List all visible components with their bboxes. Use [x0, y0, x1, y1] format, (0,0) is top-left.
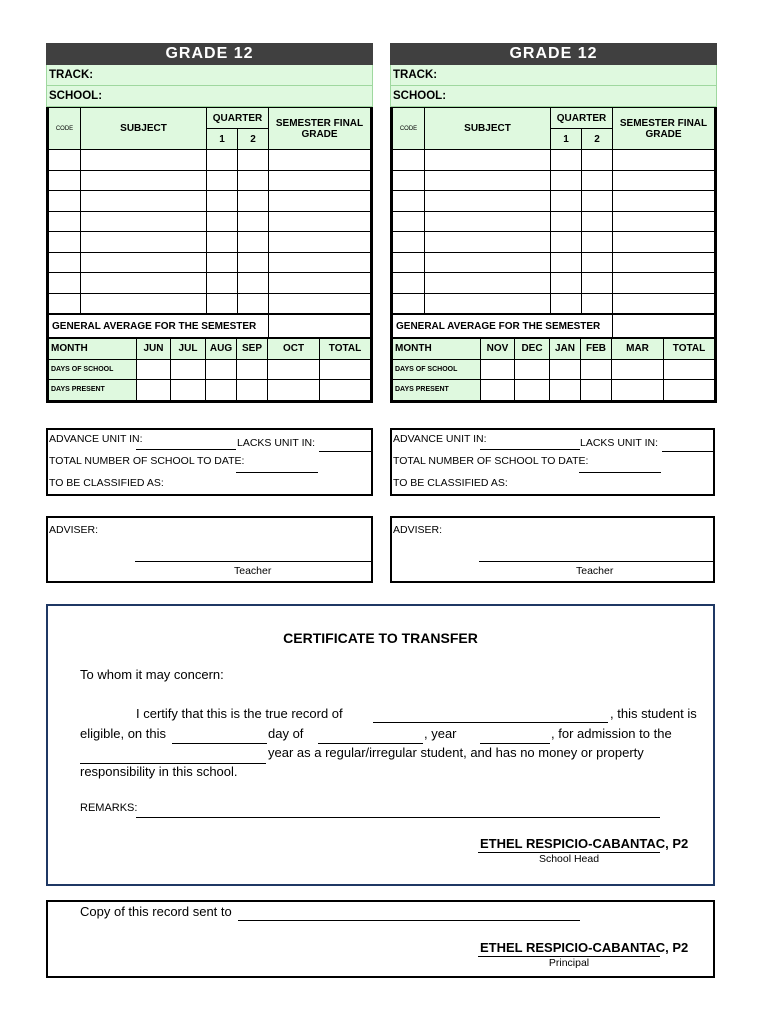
school-field[interactable]: SCHOOL: — [390, 86, 717, 107]
grade-row[interactable] — [49, 232, 371, 253]
days-of-school-row[interactable] — [49, 359, 371, 380]
quarter-2-header: 2 — [238, 129, 269, 150]
total-header: TOTAL — [664, 339, 715, 360]
month-header: MONTH — [49, 339, 137, 360]
days-present-row[interactable] — [393, 380, 715, 401]
grades-table — [48, 107, 371, 314]
month-col: JAN — [550, 339, 581, 360]
grade-row[interactable] — [393, 170, 715, 191]
certificate-title: CERTIFICATE TO TRANSFER — [283, 630, 478, 646]
attendance-table — [392, 338, 715, 401]
grade-row[interactable] — [49, 191, 371, 212]
track-field[interactable]: TRACK: — [46, 65, 373, 86]
adviser-signature-line[interactable] — [135, 561, 371, 562]
general-average-row — [48, 314, 371, 338]
remarks-line[interactable] — [136, 817, 660, 818]
final-grade-header: SEMESTER FINAL GRADE — [269, 108, 371, 150]
grade-row[interactable] — [49, 150, 371, 171]
grade-row[interactable] — [49, 273, 371, 294]
code-header: CODE — [49, 108, 81, 150]
grade-row[interactable] — [393, 252, 715, 273]
general-average-row — [392, 314, 715, 338]
panel-header: GRADE 12 — [46, 43, 373, 65]
cert-signatory: ETHEL RESPICIO-CABANTAC, P2 — [480, 836, 689, 851]
total-school-label: TOTAL NUMBER OF SCHOOL TO DATE: — [49, 455, 245, 467]
teacher-caption: Teacher — [576, 565, 614, 577]
copy-signatory: ETHEL RESPICIO-CABANTAC, P2 — [480, 940, 689, 955]
lacks-unit-label: LACKS UNIT IN: — [580, 437, 658, 449]
grades-table — [392, 107, 715, 314]
grade-row[interactable] — [393, 150, 715, 171]
grade-row[interactable] — [49, 252, 371, 273]
month-col: AUG — [206, 339, 237, 360]
certificate-to-transfer — [46, 604, 715, 886]
quarter-1-header: 1 — [551, 129, 582, 150]
grade-row[interactable] — [393, 191, 715, 212]
grade-row[interactable] — [393, 232, 715, 253]
advance-unit-label: ADVANCE UNIT IN: — [393, 433, 487, 445]
final-grade-header: SEMESTER FINAL GRADE — [613, 108, 715, 150]
units-box-left — [46, 428, 373, 496]
grade-row[interactable] — [393, 211, 715, 232]
code-header: CODE — [393, 108, 425, 150]
copy-sent-label: Copy of this record sent to — [80, 904, 232, 919]
advance-unit-label: ADVANCE UNIT IN: — [49, 433, 143, 445]
adviser-box-right — [390, 516, 715, 583]
days-present-label: DAYS PRESENT — [49, 380, 137, 401]
lacks-unit-line[interactable] — [662, 451, 714, 452]
general-average-value[interactable] — [613, 315, 715, 338]
adviser-box-left — [46, 516, 373, 583]
subject-header: SUBJECT — [81, 108, 207, 150]
general-average-label: GENERAL AVERAGE FOR THE SEMESTER — [393, 315, 613, 338]
month-line[interactable] — [318, 743, 423, 744]
month-col: OCT — [268, 339, 320, 360]
salutation: To whom it may concern: — [80, 667, 224, 682]
month-col: FEB — [581, 339, 612, 360]
grade-row[interactable] — [49, 211, 371, 232]
cert-line3: year as a regular/irregular student, and has no money or property — [268, 745, 644, 760]
grade-panel-first-semester — [46, 43, 373, 403]
attendance-table — [48, 338, 371, 401]
day-line[interactable] — [172, 743, 267, 744]
cert-line2-c: , year — [424, 726, 457, 741]
days-of-school-row[interactable] — [393, 359, 715, 380]
total-school-line[interactable] — [579, 472, 661, 473]
cert-line1-b: , this student is — [610, 706, 697, 721]
teacher-caption: Teacher — [234, 565, 272, 577]
days-present-row[interactable] — [49, 380, 371, 401]
adviser-label: ADVISER: — [49, 524, 99, 536]
grade-row[interactable] — [393, 293, 715, 314]
general-average-value[interactable] — [269, 315, 371, 338]
quarter-1-header: 1 — [207, 129, 238, 150]
days-of-school-label: DAYS OF SCHOOL — [49, 359, 137, 380]
cert-line4: responsibility in this school. — [80, 764, 238, 779]
total-school-label: TOTAL NUMBER OF SCHOOL TO DATE: — [393, 455, 589, 467]
student-name-line[interactable] — [373, 722, 608, 723]
quarter-header: QUARTER — [551, 108, 613, 129]
year-line[interactable] — [480, 743, 550, 744]
month-col: MAR — [612, 339, 664, 360]
month-col: JUL — [171, 339, 206, 360]
units-box-right — [390, 428, 715, 496]
classified-label: TO BE CLASSIFIED AS: — [393, 477, 508, 489]
panel-header: GRADE 12 — [390, 43, 717, 65]
grade-row[interactable] — [49, 293, 371, 314]
advance-unit-line[interactable] — [136, 449, 236, 450]
month-header: MONTH — [393, 339, 481, 360]
grade-row[interactable] — [49, 170, 371, 191]
lacks-unit-line[interactable] — [319, 451, 371, 452]
cert-line1-a: I certify that this is the true record of — [136, 706, 343, 721]
month-col: DEC — [515, 339, 550, 360]
cert-line2-b: day of — [268, 726, 304, 741]
grade-row[interactable] — [393, 273, 715, 294]
month-col: NOV — [481, 339, 515, 360]
quarter-2-header: 2 — [582, 129, 613, 150]
month-col: JUN — [137, 339, 171, 360]
general-average-label: GENERAL AVERAGE FOR THE SEMESTER — [49, 315, 269, 338]
month-col: SEP — [237, 339, 268, 360]
copy-sent-line[interactable] — [238, 920, 580, 921]
grade-panel-second-semester — [390, 43, 717, 403]
school-field[interactable]: SCHOOL: — [46, 86, 373, 107]
total-header: TOTAL — [320, 339, 371, 360]
adviser-signature-line[interactable] — [479, 561, 713, 562]
remarks-label: REMARKS: — [80, 802, 138, 814]
subject-header: SUBJECT — [425, 108, 551, 150]
quarter-header: QUARTER — [207, 108, 269, 129]
track-field[interactable]: TRACK: — [390, 65, 717, 86]
total-school-line[interactable] — [236, 472, 318, 473]
classified-label: TO BE CLASSIFIED AS: — [49, 477, 164, 489]
cert-line2-a: eligible, on this — [80, 726, 166, 741]
advance-unit-line[interactable] — [480, 449, 580, 450]
copy-signatory-title: Principal — [548, 957, 590, 969]
adviser-label: ADVISER: — [393, 524, 443, 536]
days-present-label: DAYS PRESENT — [393, 380, 481, 401]
days-of-school-label: DAYS OF SCHOOL — [393, 359, 481, 380]
copy-sent-box — [46, 900, 715, 978]
cert-line2-d: , for admission to the — [551, 726, 672, 741]
lacks-unit-label: LACKS UNIT IN: — [237, 437, 315, 449]
cert-signatory-title: School Head — [538, 853, 600, 865]
